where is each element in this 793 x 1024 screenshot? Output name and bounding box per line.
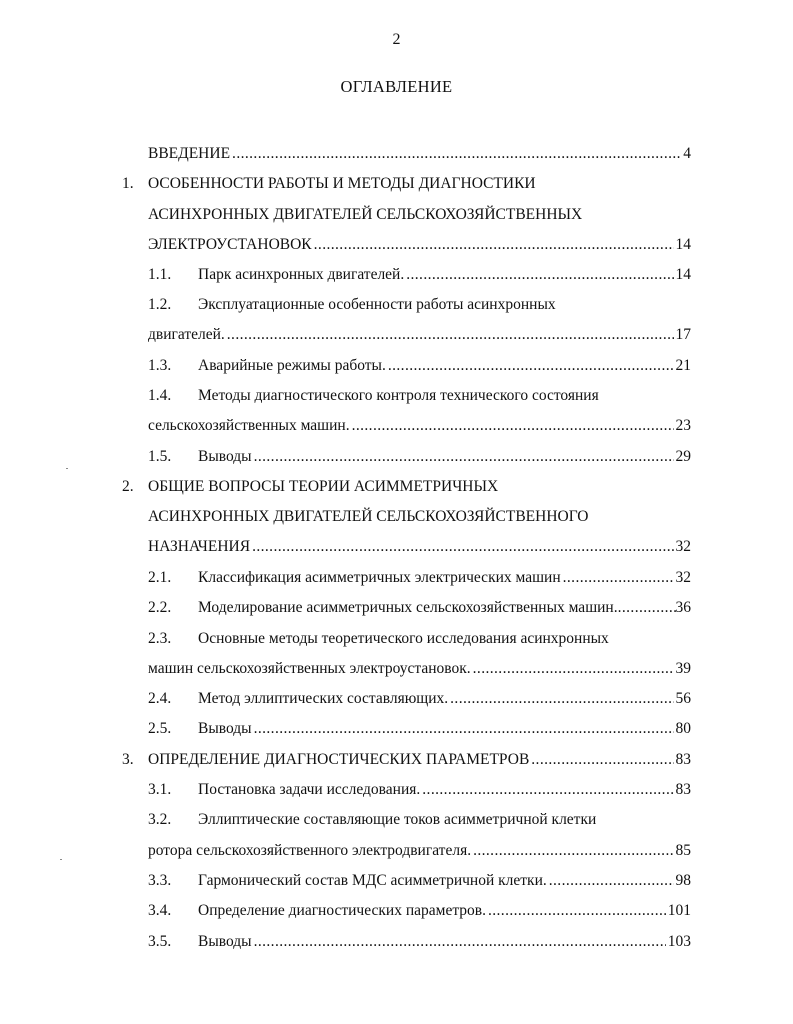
toc-entry-1-2-cont [148,324,691,346]
toc-entry-text: двигателей. [148,326,225,343]
section-title-line: ОПРЕДЕЛЕНИЕ ДИАГНОСТИЧЕСКИХ ПАРАМЕТРОВ [148,751,530,768]
toc-entry-3-1 [148,779,691,801]
subsection-number: 1.3. [148,357,172,374]
toc-entry-2-3-cont [148,658,691,680]
toc-entry-text: машин сельскохозяйственных электроустановок. [148,660,471,677]
dot-leader [422,779,673,801]
dot-leader [388,355,674,377]
toc-entry-text: Классификация асимметричных электрических машин [198,569,561,586]
toc-page-number: 14 [675,236,691,253]
subsection-number: 2.2. [148,599,172,616]
toc-entry-2-1 [148,567,691,589]
scan-speck [60,859,62,860]
toc-section-2-heading-line2 [148,506,691,528]
toc-entry-text: Выводы [198,933,252,950]
toc-page-number: 32 [675,538,691,555]
section-title-line: ОБЩИЕ ВОПРОСЫ ТЕОРИИ АСИММЕТРИЧНЫХ [148,478,499,495]
toc-entry-text: Моделирование асимметричных сельскохозяйственных машин. [198,599,618,616]
toc-page-number: 21 [675,357,691,374]
section-title-line: АСИНХРОННЫХ ДВИГАТЕЛЕЙ СЕЛЬСКОХОЗЯЙСТВЕННЫХ [148,206,583,223]
toc-section-1-heading [122,173,691,195]
dot-leader [531,749,673,771]
toc-entry-text: Выводы [198,720,252,737]
toc-entry-2-4 [148,688,691,710]
dot-leader [406,264,673,286]
subsection-number: 2.3. [148,630,172,647]
toc-title: ОГЛАВЛЕНИЕ [340,77,453,96]
toc-entry-3-2-cont [148,840,691,862]
toc-page-number: 36 [675,599,691,616]
toc-entry-3-4 [148,900,691,922]
dot-leader [473,658,674,680]
dot-leader [232,143,681,165]
toc-entry-1-4 [148,385,691,407]
toc-page-number: 85 [675,842,691,859]
toc-entry-text: Аварийные режимы работы. [198,357,386,374]
toc-entry-intro [148,143,691,165]
toc-entry-1-2 [148,294,691,316]
toc-entry-2-5 [148,718,691,740]
section-title-line: АСИНХРОННЫХ ДВИГАТЕЛЕЙ СЕЛЬСКОХОЗЯЙСТВЕННОГО [148,508,589,525]
toc-page-number: 80 [675,720,691,737]
section-number: 3. [122,751,134,768]
subsection-number: 1.5. [148,448,172,465]
toc-entry-3-3 [148,870,691,892]
toc-page-number: 98 [675,872,691,889]
toc-entry-text: Постановка задачи исследования. [198,781,421,798]
dot-leader [254,931,666,953]
toc-page-number: 83 [675,751,691,768]
toc-entry-text: ротора сельскохозяйственного электродвигателя. [148,842,472,859]
toc-entry-text: сельскохозяйственных машин. [148,417,350,434]
toc-entry-text: Эллиптические составляющие токов асимметричной клетки [198,811,597,828]
page-number: 2 [392,31,401,48]
subsection-number: 2.1. [148,569,172,586]
toc-entry-1-3 [148,355,691,377]
dot-leader [450,688,673,710]
section-title-line: ЭЛЕКТРОУСТАНОВОК [148,236,312,253]
toc-entry-text: Методы диагностического контроля технического состояния [198,387,599,404]
section-number: 1. [122,175,134,192]
toc-entry-text: Выводы [198,448,252,465]
dot-leader [563,567,674,589]
dot-leader [618,597,676,619]
toc-page-number: 4 [683,145,691,162]
subsection-number: 1.1. [148,266,172,283]
subsection-number: 3.5. [148,933,172,950]
toc-page-number: 39 [675,660,691,677]
toc-entry-2-3 [148,628,691,650]
toc-page-number: 23 [675,417,691,434]
dot-leader [252,536,673,558]
toc-section-2-heading [122,476,691,498]
toc-entry-3-5 [148,931,691,953]
dot-leader [314,234,674,256]
section-title-line: НАЗНАЧЕНИЯ [148,538,251,555]
dot-leader [254,718,674,740]
toc-entry-1-4-cont [148,415,691,437]
subsection-number: 2.5. [148,720,172,737]
toc-entry-1-1 [148,264,691,286]
toc-entry-text: Парк асинхронных двигателей. [198,266,405,283]
scan-speck [66,468,68,469]
toc-entry-text: Определение диагностических параметров. [198,902,486,919]
subsection-number: 2.4. [148,690,172,707]
toc-page-number: 83 [675,781,691,798]
toc-entry-text: ВВЕДЕНИЕ [148,145,231,162]
subsection-number: 1.2. [148,296,172,313]
subsection-number: 1.4. [148,387,172,404]
toc-entry-3-2 [148,809,691,831]
dot-leader [473,840,673,862]
toc-entry-1-5 [148,446,691,468]
section-title-line: ОСОБЕННОСТИ РАБОТЫ И МЕТОДЫ ДИАГНОСТИКИ [148,175,536,192]
toc-entry-text: Гармонический состав МДС асимметричной клетки. [198,872,547,889]
toc-section-2-heading-line3 [148,536,691,558]
subsection-number: 3.3. [148,872,172,889]
dot-leader [254,446,674,468]
toc-page-number: 17 [675,326,691,343]
toc-entry-text: Метод эллиптических составляющих. [198,690,449,707]
toc-entry-2-2 [148,597,691,619]
toc-entry-text: Эксплуатационные особенности работы асинхронных [198,296,556,313]
toc-page-number: 56 [675,690,691,707]
toc-page-number: 101 [667,902,691,919]
dot-leader [227,324,674,346]
toc-entry-text: Основные методы теоретического исследования асинхронных [198,630,609,647]
subsection-number: 3.1. [148,781,172,798]
toc-page-number: 29 [675,448,691,465]
subsection-number: 3.4. [148,902,172,919]
dot-leader [549,870,674,892]
toc-page-number: 14 [675,266,691,283]
toc-page-number: 103 [667,933,691,950]
toc-section-1-heading-line3 [148,234,691,256]
subsection-number: 3.2. [148,811,172,828]
section-number: 2. [122,478,134,495]
dot-leader [488,900,666,922]
toc-page-number: 32 [675,569,691,586]
dot-leader [352,415,674,437]
toc-section-1-heading-line2 [148,204,691,226]
toc-section-3-heading [122,749,691,771]
